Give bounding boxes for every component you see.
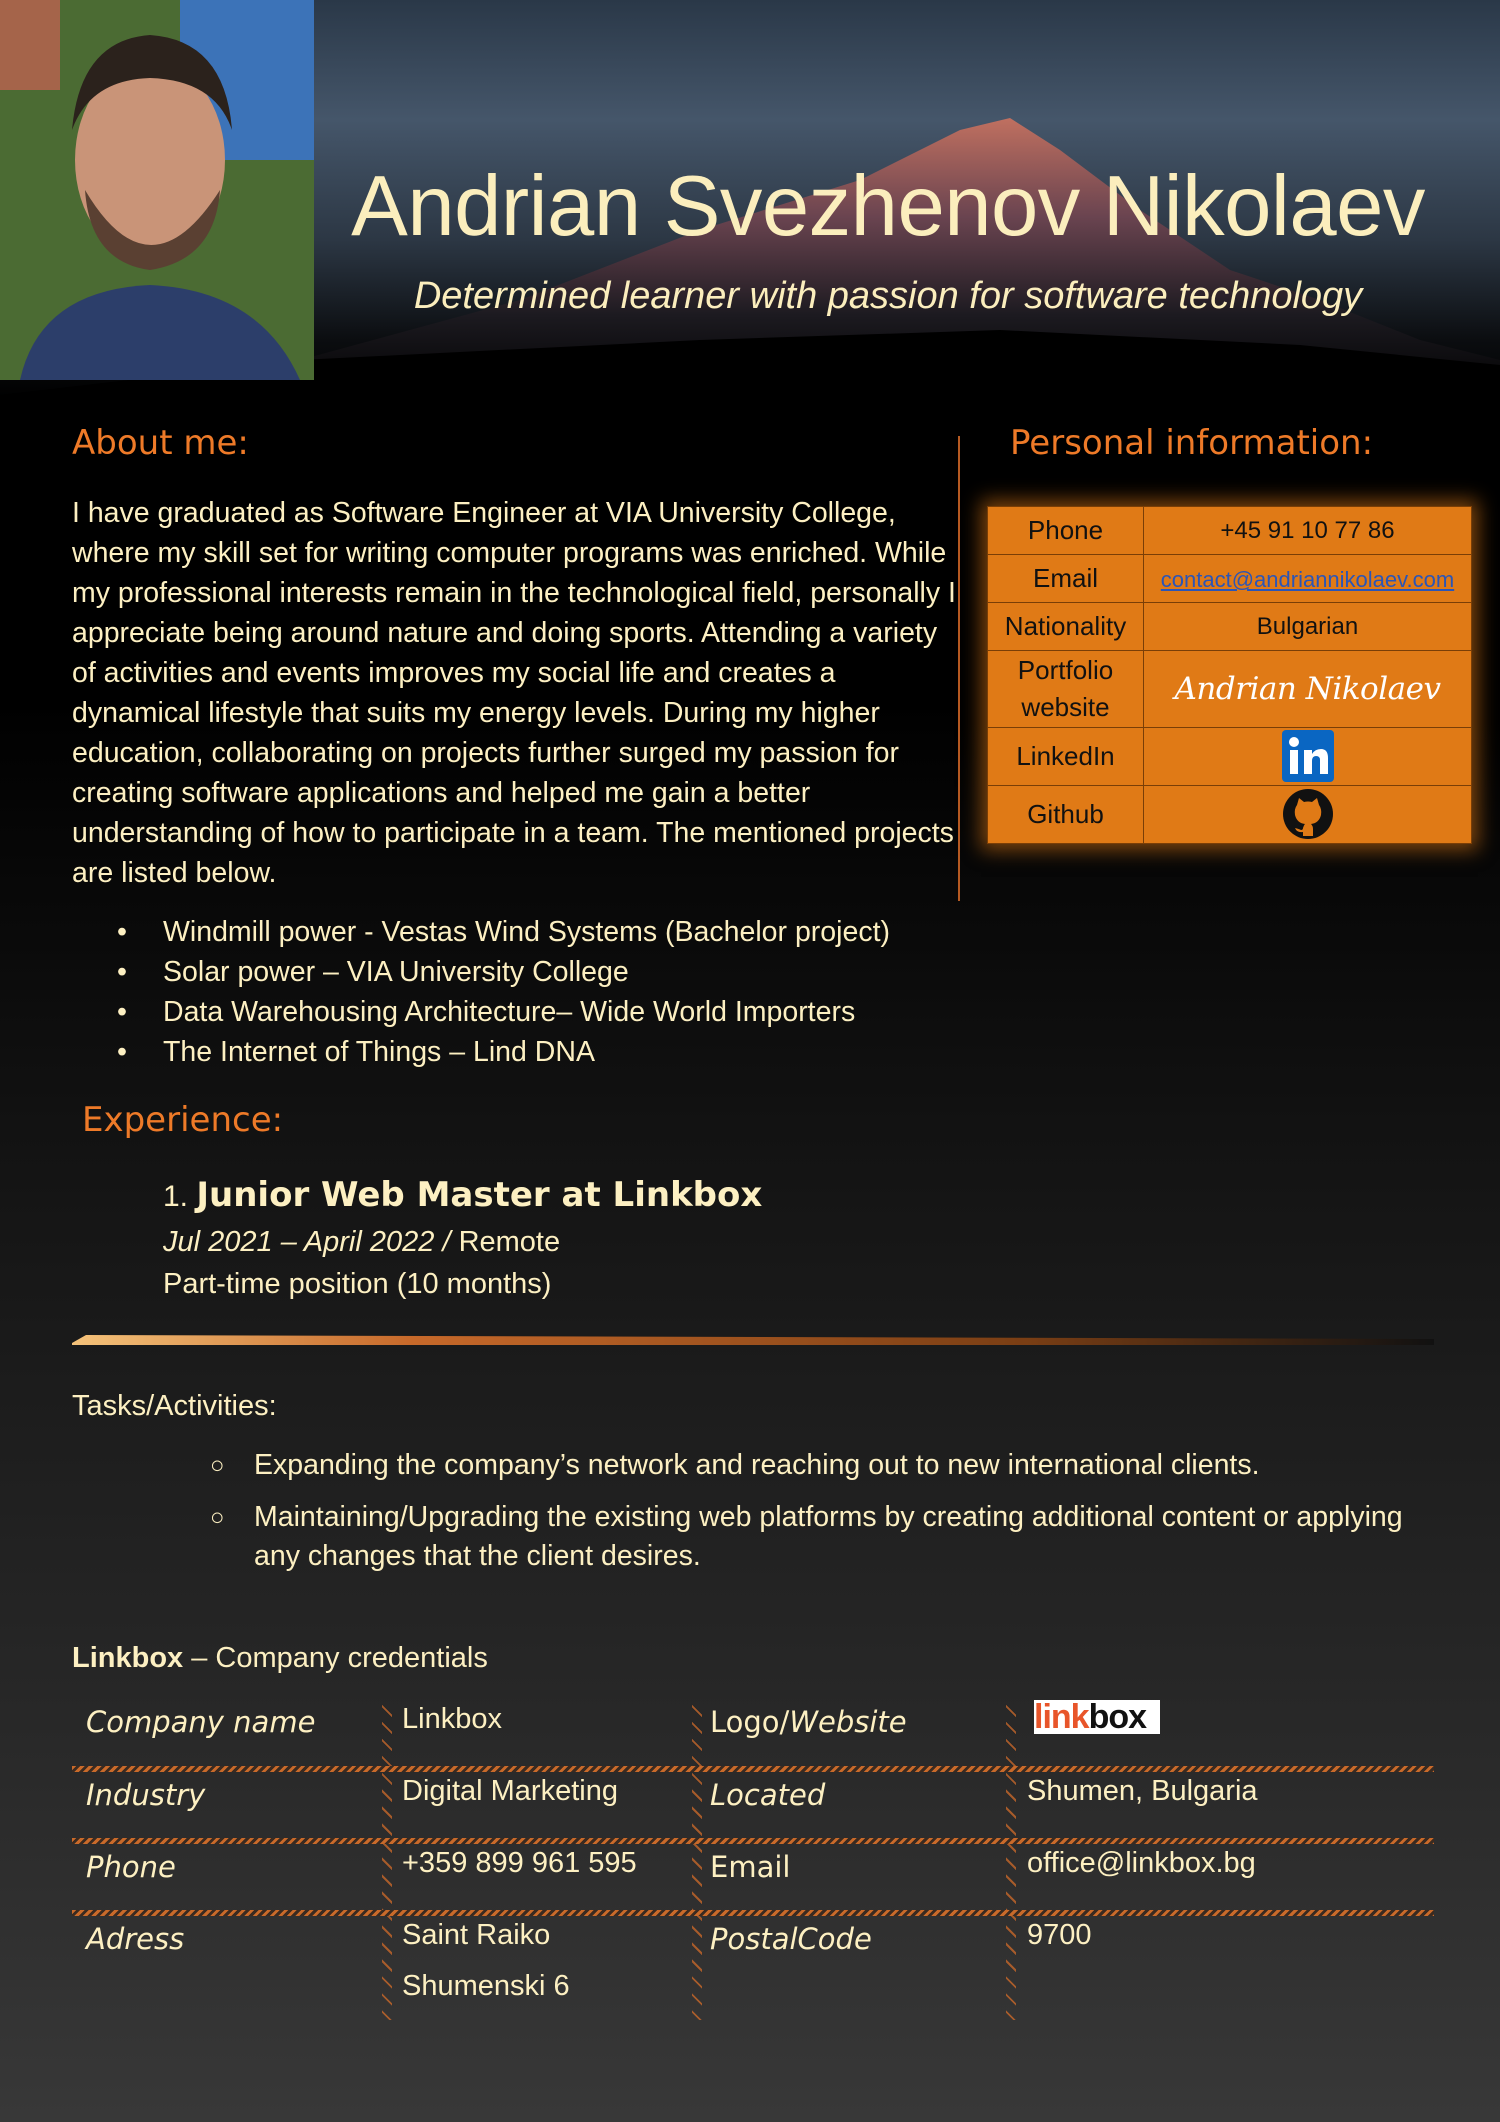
job-type: Part-time position (10 months)	[163, 1268, 552, 1300]
job-title-text: Junior Web Master at Linkbox	[196, 1175, 763, 1215]
email-link[interactable]: contact@andriannikolaev.com	[1160, 567, 1455, 593]
task-item: ○ Maintaining/Upgrading the existing web platforms by creating additional content or applying any changes that the client desires.	[210, 1498, 1410, 1576]
company-email-label: Email	[710, 1850, 791, 1884]
github-icon[interactable]	[1282, 788, 1334, 840]
located-label: Located	[710, 1778, 826, 1812]
phone-value: +45 91 10 77 86	[1144, 507, 1472, 555]
project-list	[110, 912, 890, 1072]
company-phone-label: Phone	[86, 1850, 176, 1884]
vertical-separator	[1006, 1700, 1016, 2020]
project-item: • Data Warehousing Architecture– Wide World Importers	[110, 992, 890, 1032]
decorative-divider-bar	[72, 1333, 1434, 1345]
email-label: Email	[988, 555, 1144, 603]
row-separator	[72, 1910, 1434, 1916]
nationality-label: Nationality	[988, 603, 1144, 651]
about-text: I have graduated as Software Engineer at VIA University College, where my skill set for writing computer programs was enriched. While my professional interests remain in the technological field, personally I appreciate being around nature and doing sports. Attending a variety of activities and events improves my social life and creates a dynamical lifestyle that suits my energy levels. During my higher education, collaborating on projects further surged my passion for creating software applications and helped me gain a better understanding of how to participate in a team. The mentioned projects are listed below.	[72, 497, 956, 889]
postal-code-label: PostalCode	[710, 1922, 872, 1956]
job-dates: Jul 2021 – April 2022 / Remote	[163, 1226, 561, 1258]
address-line-1: Saint Raiko	[402, 1919, 551, 1951]
vertical-separator	[692, 1700, 702, 2020]
row-separator	[72, 1766, 1434, 1772]
linkedin-label: LinkedIn	[988, 727, 1144, 785]
job-title	[163, 1175, 762, 1215]
company-phone-value: +359 899 961 595	[402, 1847, 637, 1879]
phone-label: Phone	[988, 507, 1144, 555]
github-label: Github	[988, 785, 1144, 843]
project-item: • Windmill power - Vestas Wind Systems (Bachelor project)	[110, 912, 890, 952]
tagline: Determined learner with passion for software technology	[413, 275, 1363, 317]
logo-website-label: Logo/Website	[710, 1705, 907, 1739]
experience-heading: Experience:	[82, 1100, 284, 1140]
profile-photo	[0, 0, 314, 380]
nationality-value: Bulgarian	[1144, 603, 1472, 651]
credentials-title: Linkbox – Company credentials	[72, 1642, 488, 1674]
portfolio-website-link[interactable]: Andrian Nikolaev	[1174, 671, 1441, 708]
personal-info-heading: Personal information:	[1010, 423, 1374, 463]
personal-info-table	[987, 506, 1472, 844]
project-item: • Solar power – VIA University College	[110, 952, 890, 992]
project-item: • The Internet of Things – Lind DNA	[110, 1032, 890, 1072]
industry-value: Digital Marketing	[402, 1775, 618, 1807]
located-value: Shumen, Bulgaria	[1027, 1775, 1258, 1807]
linkbox-logo[interactable]: linkbox	[1034, 1700, 1160, 1734]
row-separator	[72, 1838, 1434, 1844]
company-email-value[interactable]: office@linkbox.bg	[1027, 1847, 1256, 1879]
linkedin-icon[interactable]	[1282, 730, 1334, 782]
vertical-separator	[382, 1700, 392, 2020]
portfolio-label: Portfolio website	[988, 651, 1144, 727]
task-list	[210, 1446, 1410, 1589]
tasks-label: Tasks/Activities:	[72, 1390, 277, 1422]
industry-label: Industry	[86, 1778, 206, 1812]
job-number: 1.	[163, 1180, 189, 1213]
company-name-label: Company name	[86, 1705, 316, 1739]
about-heading: About me:	[72, 423, 249, 463]
postal-code-value: 9700	[1027, 1919, 1092, 1951]
company-name-value: Linkbox	[402, 1703, 502, 1735]
vertical-divider	[958, 436, 960, 901]
task-item: ○ Expanding the company’s network and reaching out to new international clients.	[210, 1446, 1410, 1485]
address-label: Adress	[86, 1922, 185, 1956]
candidate-name: Andrian Svezhenov Nikolaev	[351, 159, 1425, 254]
address-line-2: Shumenski 6	[402, 1970, 570, 2002]
